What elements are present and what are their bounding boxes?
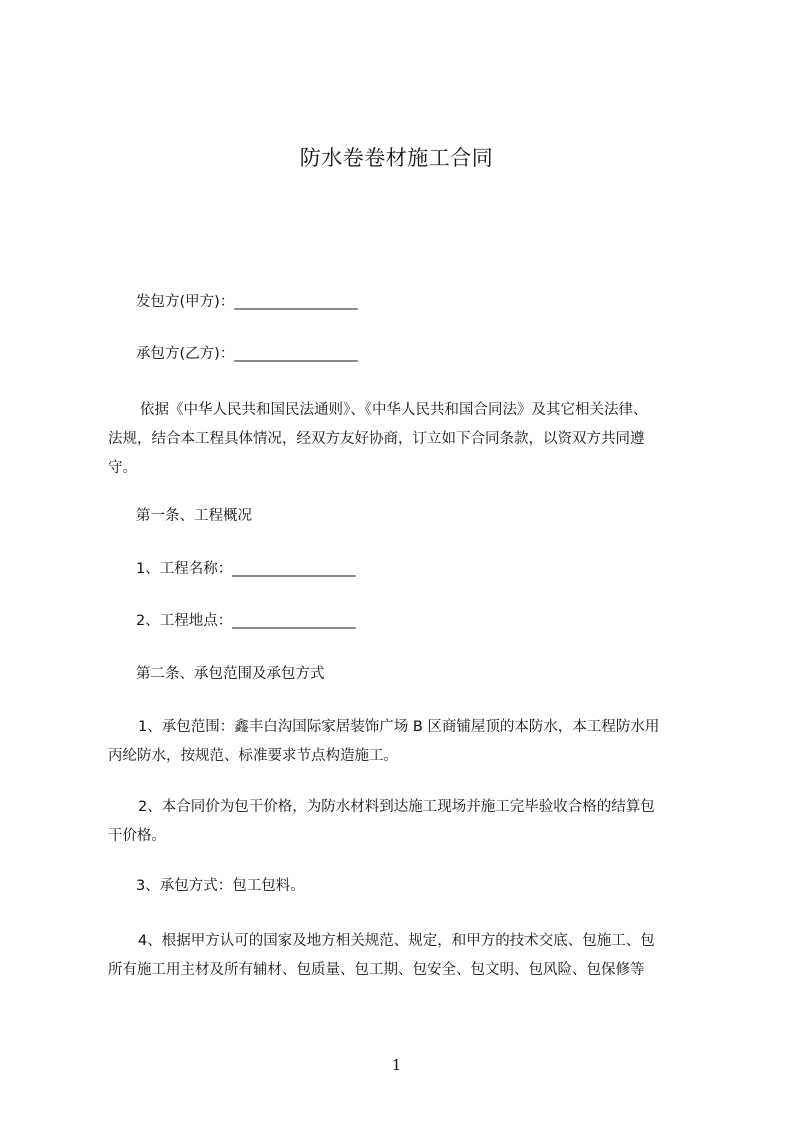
- article-1-item-2: 2、工程地点：_________________: [136, 613, 356, 629]
- intro-line-2: 法规，结合本工程具体情况，经双方友好协商，订立如下合同条款，以资双方共同遵: [108, 431, 645, 447]
- party-b-line: 承包方(乙方)：_________________: [136, 346, 358, 362]
- intro-paragraph: [108, 396, 648, 483]
- intro-line-1: 依据《中华人民共和国民法通则》、《中华人民共和国合同法》及其它相关法律、: [140, 402, 648, 418]
- article-2-item-1: [108, 713, 659, 771]
- article-2-item-2: [108, 793, 655, 851]
- article-2-item-1-line-1: 1、承包范围：鑫丰白沟国际家居装饰广场 B 区商铺屋顶的本防水，本工程防水用: [138, 719, 660, 735]
- article-2-item-4: [108, 927, 655, 985]
- article-2-item-4-line-1: 4、根据甲方认可的国家及地方相关规范、规定，和甲方的技术交底、包施工、包: [138, 933, 655, 949]
- article-1-heading: 第一条、工程概况: [136, 508, 252, 524]
- article-2-item-4-line-2: 所有施工用主材及所有辅材、包质量、包工期、包安全、包文明、包风险、包保修等: [108, 962, 645, 978]
- article-2-item-2-line-2: 干价格。: [108, 828, 166, 844]
- article-2-item-2-line-1: 2、本合同价为包干价格，为防水材料到达施工现场并施工完毕验收合格的结算包: [138, 799, 655, 815]
- intro-line-3: 守。: [108, 460, 137, 476]
- page-number: 1: [391, 1056, 402, 1074]
- article-2-heading: 第二条、承包范围及承包方式: [136, 666, 325, 682]
- document-title: 防水卷卷材施工合同: [299, 146, 494, 170]
- article-2-item-1-line-2: 丙纶防水，按规范、标准要求节点构造施工。: [108, 748, 398, 764]
- article-1-item-1: 1、工程名称：_________________: [136, 561, 356, 577]
- article-2-item-3: 3、承包方式：包工包料。: [136, 878, 305, 894]
- party-a-line: 发包方(甲方)：_________________: [136, 294, 358, 310]
